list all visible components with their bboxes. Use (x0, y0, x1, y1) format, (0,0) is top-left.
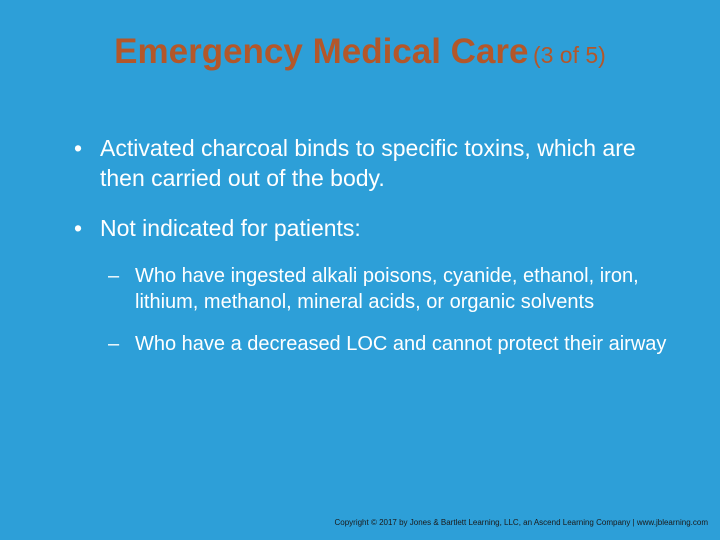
sub-bullet-text: Who have a decreased LOC and cannot protect their airway (135, 333, 667, 355)
title-main: Emergency Medical Care (114, 32, 529, 71)
bullet-item (74, 213, 684, 243)
sub-bullet-item (108, 331, 684, 357)
bullet-item (74, 133, 684, 193)
bullet-text: Activated charcoal binds to specific toxins, which are then carried out of the body. (100, 135, 636, 191)
bullet-marker: • (74, 135, 83, 161)
title-sub: (3 of 5) (532, 42, 606, 68)
copyright-footer: Copyright © 2017 by Jones & Bartlett Learning, LLC, an Ascend Learning Company | www.jblearning.com (334, 518, 708, 527)
slide-body (74, 133, 684, 373)
sub-bullet-marker: – (108, 265, 120, 287)
slide-title (0, 32, 720, 72)
sub-bullet-marker: – (108, 333, 120, 355)
sub-bullet-list (74, 263, 684, 357)
bullet-text: Not indicated for patients: (100, 215, 361, 241)
sub-bullet-item (108, 263, 684, 315)
bullet-marker: • (74, 215, 83, 241)
sub-bullet-text: Who have ingested alkali poisons, cyanide, ethanol, iron, lithium, methanol, mineral acids, or organic solvents (135, 265, 639, 313)
